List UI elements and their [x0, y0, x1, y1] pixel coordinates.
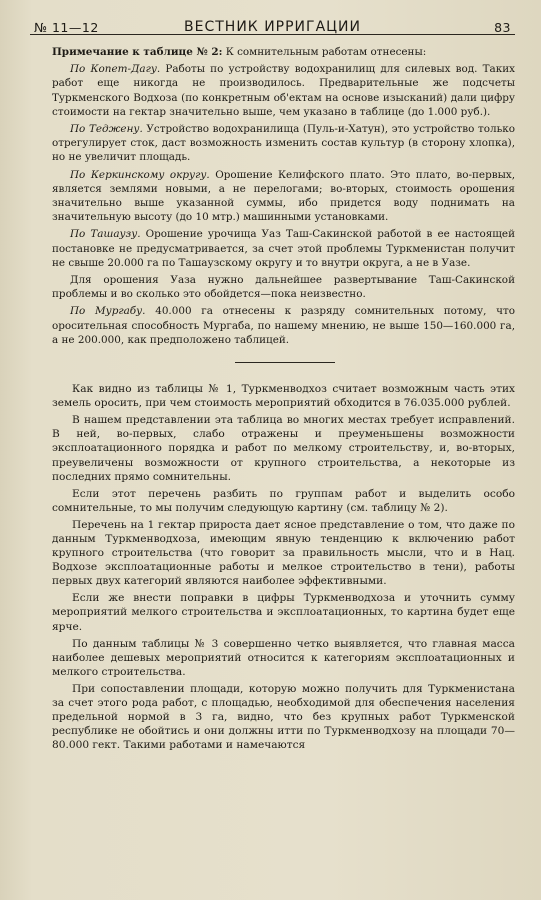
note-text-kerki: Орошение Келифского плато. Это плато, во-первых, является землями новыми, а не перелогами; во-вторых, стоимость орошения значительно выше указанной суммы, ибо придется воду поднимать на значительную высоту (до 10 мтр.) машинными установками.: [52, 168, 516, 224]
note-kerki: [52, 168, 515, 225]
note-uaz: Для орошения Уаза нужно дальнейшее развертывание Таш-Сакинской проблемы и во сколько это обойдется—пока неизвестно.: [52, 274, 515, 301]
body-paragraph-7: При сопоставлении площади, которую можно получить для Туркменистана за счет этого рода работ, с площадью, необходимой для обеспечения населения предельной нормой в 3 га, видно, что без крупных работ Туркменской республике не обойтись и они должны итти по Туркменводхозу на площади 70—80.000 гект. Такими работами и намечаются: [52, 682, 515, 752]
note-heading: Примечание к таблице № 2:: [52, 46, 223, 58]
note-kopet-dag: [52, 62, 515, 119]
issue-number: № 11—12: [34, 20, 99, 35]
note-murgab: [52, 304, 515, 347]
note-heading-rest: К сомнительным работам отнесены:: [222, 46, 427, 58]
body-paragraph-2: В нашем представлении эта таблица во многих местах требует исправлений. В ней, во-первых, слабо отражены и преуменьшены возможности эксплоатационного порядка и работ по мелкому строительству, и, во-вторых, преувеличены возможности от крупного строительства, а некоторые из последних прямо сомнительны.: [52, 414, 515, 483]
journal-title: ВЕСТНИК ИРРИГАЦИИ: [184, 19, 361, 35]
note-tashauz: [52, 227, 515, 270]
body-paragraph-6: По данным таблицы № 3 совершенно четко выявляется, что главная масса наиболее дешевых мероприятий относится к категориям эксплоатационных и мелкого строительства.: [52, 637, 515, 678]
note-text-murgab: 40.000 га отнесены к разряду сомнительных потому, что оросительная способность Мургаба, по нашему мнению, не выше 150—160.000 га, а не 200.000, как предположено таблицей.: [52, 305, 515, 346]
body-paragraph-1: Как видно из таблицы № 1, Туркменводхоз считает возможным часть этих земель оросить, при чем стоимость мероприятий обходится в 76.035.000 рублей.: [52, 383, 515, 410]
note-label-tashauz: По Ташаузу.: [70, 228, 141, 241]
page-number: 83: [494, 20, 511, 35]
separator-line: [235, 362, 335, 363]
note-tedzhen: [52, 122, 515, 165]
table-note: [30, 45, 515, 347]
note-label-murgab: По Мургабу.: [70, 305, 146, 318]
note-text-kopet-dag: Работы по устройству водохранилищ для силевых вод. Таких работ еще никогда не производилось. Предварительные же подсчеты Туркменского Водхоза (по конкретным об'ектам на основе изысканий) дали цифру стоимости на гектар значительно выше, чем указано в таблице (до 1.000 руб.).: [52, 63, 515, 118]
body-paragraph-3: Если этот перечень разбить по группам работ и выделить особо сомнительные, то мы получим следующую картину (см. таблицу № 2).: [52, 487, 515, 514]
note-label-kerki: По Керкинскому округу.: [70, 168, 210, 181]
section-separator: [30, 352, 515, 370]
running-header: [30, 8, 515, 35]
note-label-kopet-dag: По Копет-Дагу.: [70, 63, 161, 76]
note-text-tedzhen: Устройство водохранилища (Пуль-и-Хатун), это устройство только отрегулирует сток, даст возможность изменить состав культур (в сторону хлопка), но не увеличит площадь.: [52, 123, 515, 164]
note-label-tedzhen: По Теджену.: [70, 123, 143, 136]
body-paragraph-5: Если же внести поправки в цифры Туркменводхоза и уточнить сумму мероприятий мелкого строительства и эксплоатационных, то картина будет еще ярче.: [52, 592, 515, 633]
note-heading-paragraph: [52, 45, 515, 59]
note-text-tashauz: Орошение урочища Уаз Таш-Сакинской работой в ее настоящей постановке не предусматривается, за счет этой проблемы Туркменистан получит не свыше 20.000 га по Ташаузскому округу и то внутри округа, а не в Уазе.: [52, 228, 516, 269]
body-paragraph-4: Перечень на 1 гектар прироста дает ясное представление о том, что даже по данным Туркменводхоза, имеющим явную тенденцию к включению работ крупного строительства (что говорит за правильность мысли, что и в Нац. Водхозе эксплоатационные работы и мелкое строительство в тени), работы первых двух категорий являются наиболее эффективными.: [52, 518, 515, 588]
article-body: [30, 382, 515, 752]
